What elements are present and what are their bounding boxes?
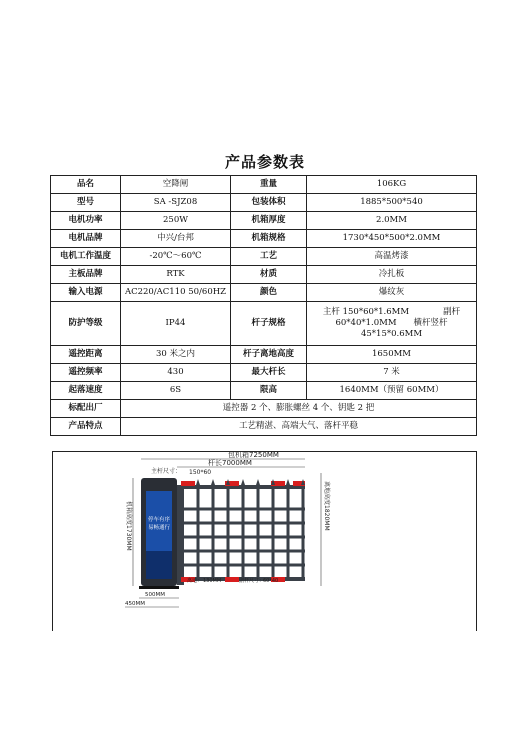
spec-key: 输入电源 bbox=[51, 284, 121, 302]
dim-box-base: 500MM bbox=[145, 592, 165, 598]
spec-value: 爆纹灰 bbox=[307, 284, 477, 302]
dim-sub-rod-size: 60*40 bbox=[263, 578, 279, 584]
dim-sub-rod-label: 副杆尺寸： bbox=[239, 578, 265, 584]
dim-rod-length: 杆长7000MM bbox=[208, 459, 252, 467]
dim-main-rod-label: 主杆尺寸： bbox=[151, 468, 182, 475]
gate-grid bbox=[177, 485, 305, 585]
spec-value: 1730*450*500*2.0MM bbox=[307, 230, 477, 248]
spec-value: 中兴/台邦 bbox=[121, 230, 231, 248]
spec-row bbox=[51, 212, 477, 230]
main-rod bbox=[177, 485, 305, 489]
spec-value-line: 60*40*1.0MM 横杆竖杆 bbox=[335, 318, 448, 328]
spec-row bbox=[51, 284, 477, 302]
spec-table bbox=[50, 175, 477, 436]
dim-box-width: 包机箱7250MM bbox=[228, 451, 279, 459]
dim-ground-value: 130MM bbox=[203, 578, 222, 584]
spec-value: IP44 bbox=[121, 302, 231, 346]
spec-value: 430 bbox=[121, 364, 231, 382]
dim-ground-label: 离地： bbox=[187, 578, 203, 584]
product-diagram bbox=[52, 451, 477, 631]
spec-key: 颜色 bbox=[231, 284, 307, 302]
cabinet-sign-2: 易畅通行 bbox=[147, 525, 171, 531]
spec-row bbox=[51, 194, 477, 212]
cabinet-base bbox=[139, 586, 179, 589]
spec-value-line: 45*15*0.6MM bbox=[360, 329, 423, 339]
barrier-drawing bbox=[53, 451, 476, 631]
spec-key: 最大杆长 bbox=[231, 364, 307, 382]
spec-row bbox=[51, 248, 477, 266]
spec-value: 空降闸 bbox=[121, 176, 231, 194]
dim-box-depth: 450MM bbox=[125, 601, 145, 607]
page-title: 产品参数表 bbox=[224, 153, 305, 171]
spec-key: 电机工作温度 bbox=[51, 248, 121, 266]
spec-key: 材质 bbox=[231, 266, 307, 284]
spec-key: 电机品牌 bbox=[51, 230, 121, 248]
spec-key: 遥控距离 bbox=[51, 346, 121, 364]
spec-value: 1640MM（预留 60MM） bbox=[307, 382, 477, 400]
spec-value: 250W bbox=[121, 212, 231, 230]
spec-row bbox=[51, 364, 477, 382]
spec-value: SA -SJZ08 bbox=[121, 194, 231, 212]
dim-height-right: 离地高度1820MM bbox=[323, 481, 330, 531]
spec-key: 防护等级 bbox=[51, 302, 121, 346]
spec-key: 型号 bbox=[51, 194, 121, 212]
spec-value: 高温烤漆 bbox=[307, 248, 477, 266]
spec-value: 冷扎板 bbox=[307, 266, 477, 284]
spec-key: 重量 bbox=[231, 176, 307, 194]
cabinet-screen-skyline bbox=[146, 551, 172, 579]
spec-key: 工艺 bbox=[231, 248, 307, 266]
dim-height-left: 机箱高度1730MM bbox=[125, 501, 132, 551]
spec-key: 品名 bbox=[51, 176, 121, 194]
spec-row bbox=[51, 302, 477, 346]
spec-row bbox=[51, 346, 477, 364]
hinge-post bbox=[177, 485, 184, 585]
spec-value: 1885*500*540 bbox=[307, 194, 477, 212]
spec-value: 遥控器 2 个、膨胀螺丝 4 个、钥匙 2 把 bbox=[121, 400, 477, 418]
spec-key: 机箱规格 bbox=[231, 230, 307, 248]
spec-value-multiline bbox=[307, 302, 477, 346]
spec-value: -20℃～60℃ bbox=[121, 248, 231, 266]
spec-value: 工艺精湛、高端大气、落杆平稳 bbox=[121, 418, 477, 436]
features-row bbox=[51, 418, 477, 436]
spec-key: 产品特点 bbox=[51, 418, 121, 436]
spec-key: 杆子规格 bbox=[231, 302, 307, 346]
spec-key: 机箱厚度 bbox=[231, 212, 307, 230]
cabinet-illustration bbox=[139, 478, 179, 589]
factory-row bbox=[51, 400, 477, 418]
top-spikes bbox=[196, 479, 305, 485]
spec-key: 主板品牌 bbox=[51, 266, 121, 284]
spec-row bbox=[51, 382, 477, 400]
spec-key: 标配出厂 bbox=[51, 400, 121, 418]
spec-value: AC220/AC110 50/60HZ bbox=[121, 284, 231, 302]
spec-value: 30 米之内 bbox=[121, 346, 231, 364]
spec-value: 7 米 bbox=[307, 364, 477, 382]
spec-value: 6S bbox=[121, 382, 231, 400]
spec-value: RTK bbox=[121, 266, 231, 284]
spec-row bbox=[51, 266, 477, 284]
cabinet-sign-1: 停车有序 bbox=[147, 517, 171, 523]
dim-main-rod-size: 150*60 bbox=[189, 469, 212, 476]
spec-row bbox=[51, 176, 477, 194]
spec-key: 起落速度 bbox=[51, 382, 121, 400]
spec-value: 2.0MM bbox=[307, 212, 477, 230]
spec-value-line: 主杆 150*60*1.6MM 副杆 bbox=[322, 307, 461, 317]
spec-value: 106KG bbox=[307, 176, 477, 194]
spec-key: 限高 bbox=[231, 382, 307, 400]
spec-key: 包装体积 bbox=[231, 194, 307, 212]
spec-row bbox=[51, 230, 477, 248]
spec-key: 遥控频率 bbox=[51, 364, 121, 382]
spec-key: 杆子离地高度 bbox=[231, 346, 307, 364]
spec-key: 电机功率 bbox=[51, 212, 121, 230]
spec-value: 1650MM bbox=[307, 346, 477, 364]
